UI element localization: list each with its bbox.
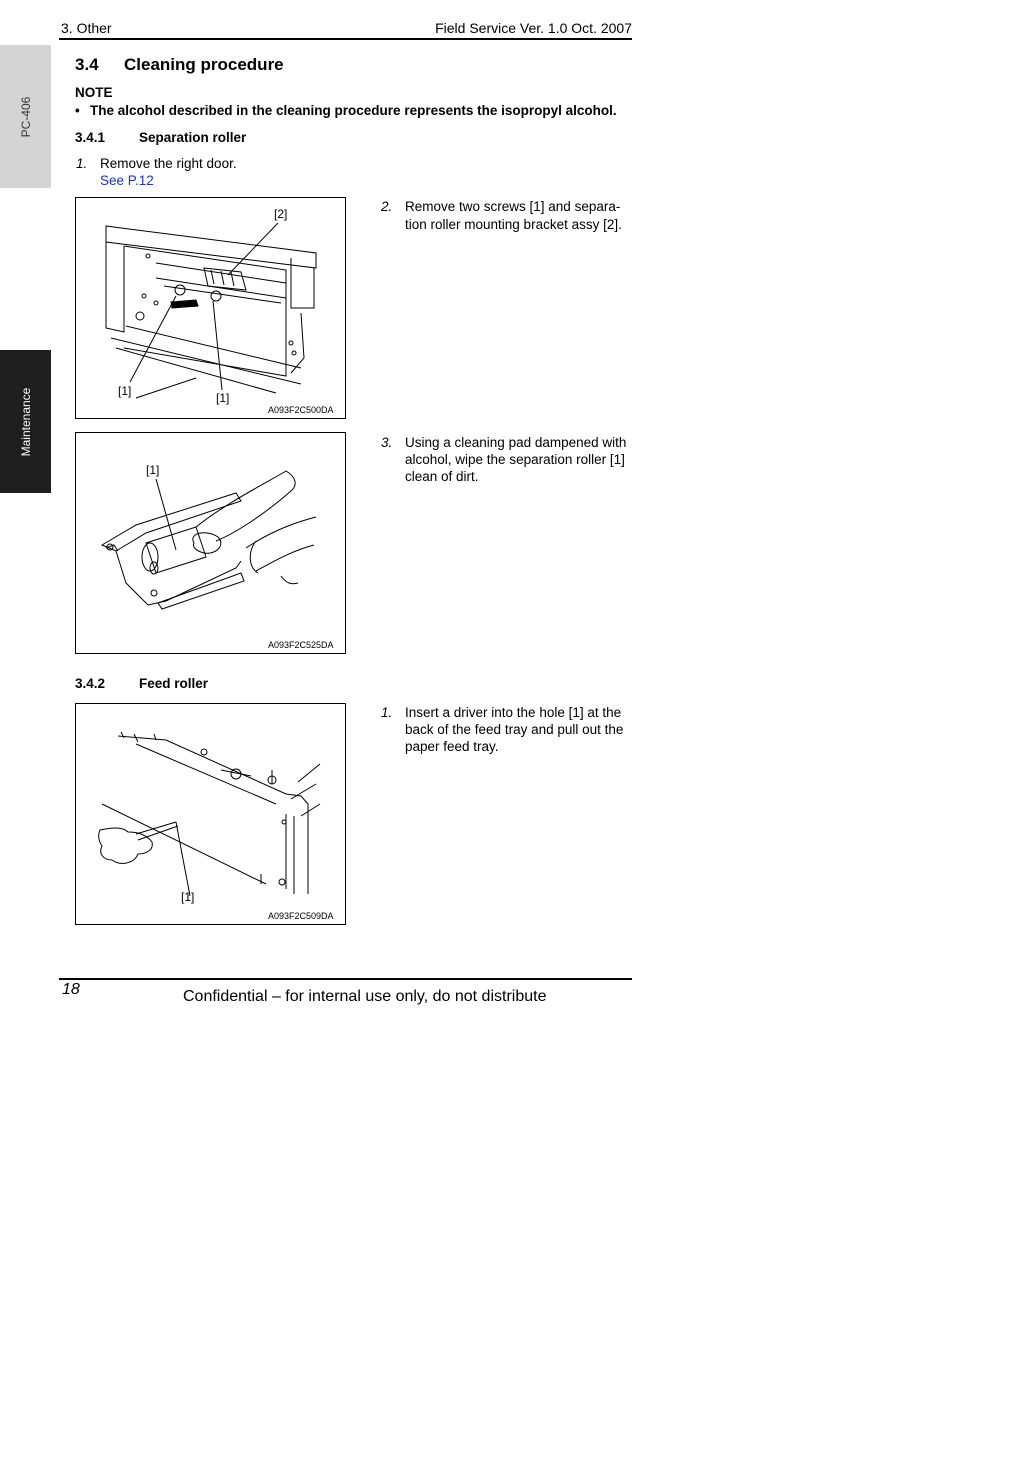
figure-feed-tray (75, 703, 346, 925)
step-text-line: back of the feed tray and pull out the (405, 722, 624, 737)
note-bullet: • (75, 103, 80, 118)
step-number: 1. (381, 705, 393, 720)
figure-separation-bracket (75, 197, 346, 419)
side-tab-model: PC-406 (0, 45, 51, 188)
header-chapter: 3. Other (61, 20, 112, 36)
figure-drawing (76, 433, 347, 655)
figure-code: A093F2C500DA (268, 405, 334, 415)
callout-1: [1] (118, 384, 132, 398)
step-text-line: alcohol, wipe the separation roller [1] (405, 452, 625, 467)
step-text-line: paper feed tray. (405, 739, 499, 754)
confidential-notice: Confidential – for internal use only, do not distribute (183, 988, 547, 1005)
subsection-title: Separation roller (139, 130, 247, 145)
step-text-line: tion roller mounting bracket assy [2]. (405, 217, 622, 232)
figure-code: A093F2C525DA (268, 640, 334, 650)
figure-cleaning-roller (75, 432, 346, 654)
subsection-number: 3.4.2 (75, 676, 106, 691)
subsection-number: 3.4.1 (75, 130, 106, 145)
figure-drawing (76, 198, 347, 420)
page-number: 18 (62, 981, 80, 998)
step-text: Remove the right door. (100, 156, 237, 171)
callout-1: [1] (181, 890, 195, 904)
step-text-line: clean of dirt. (405, 469, 479, 484)
section-title: Cleaning procedure (124, 55, 284, 74)
step-text-line: Remove two screws [1] and separa- (405, 199, 621, 214)
callout-1: [1] (216, 391, 230, 405)
header-version: Field Service Ver. 1.0 Oct. 2007 (435, 20, 632, 36)
step-text-line: Using a cleaning pad dampened with (405, 435, 627, 450)
see-page-link[interactable]: See P.12 (100, 173, 154, 188)
step-text-line: Insert a driver into the hole [1] at the (405, 705, 622, 720)
callout-2: [2] (274, 207, 288, 221)
step-number: 3. (381, 435, 393, 450)
subsection-title: Feed roller (139, 676, 209, 691)
header-rule (59, 38, 632, 40)
section-number: 3.4 (75, 55, 99, 74)
side-tab-section: Maintenance (0, 350, 51, 493)
step-number: 2. (381, 199, 393, 214)
note-heading: NOTE (75, 85, 113, 100)
figure-code: A093F2C509DA (268, 911, 334, 921)
callout-1: [1] (146, 463, 160, 477)
note-text: The alcohol described in the cleaning procedure represents the isopropyl alcohol. (90, 103, 617, 118)
footer-rule (59, 978, 632, 980)
step-number: 1. (76, 156, 88, 171)
figure-drawing (76, 704, 347, 926)
